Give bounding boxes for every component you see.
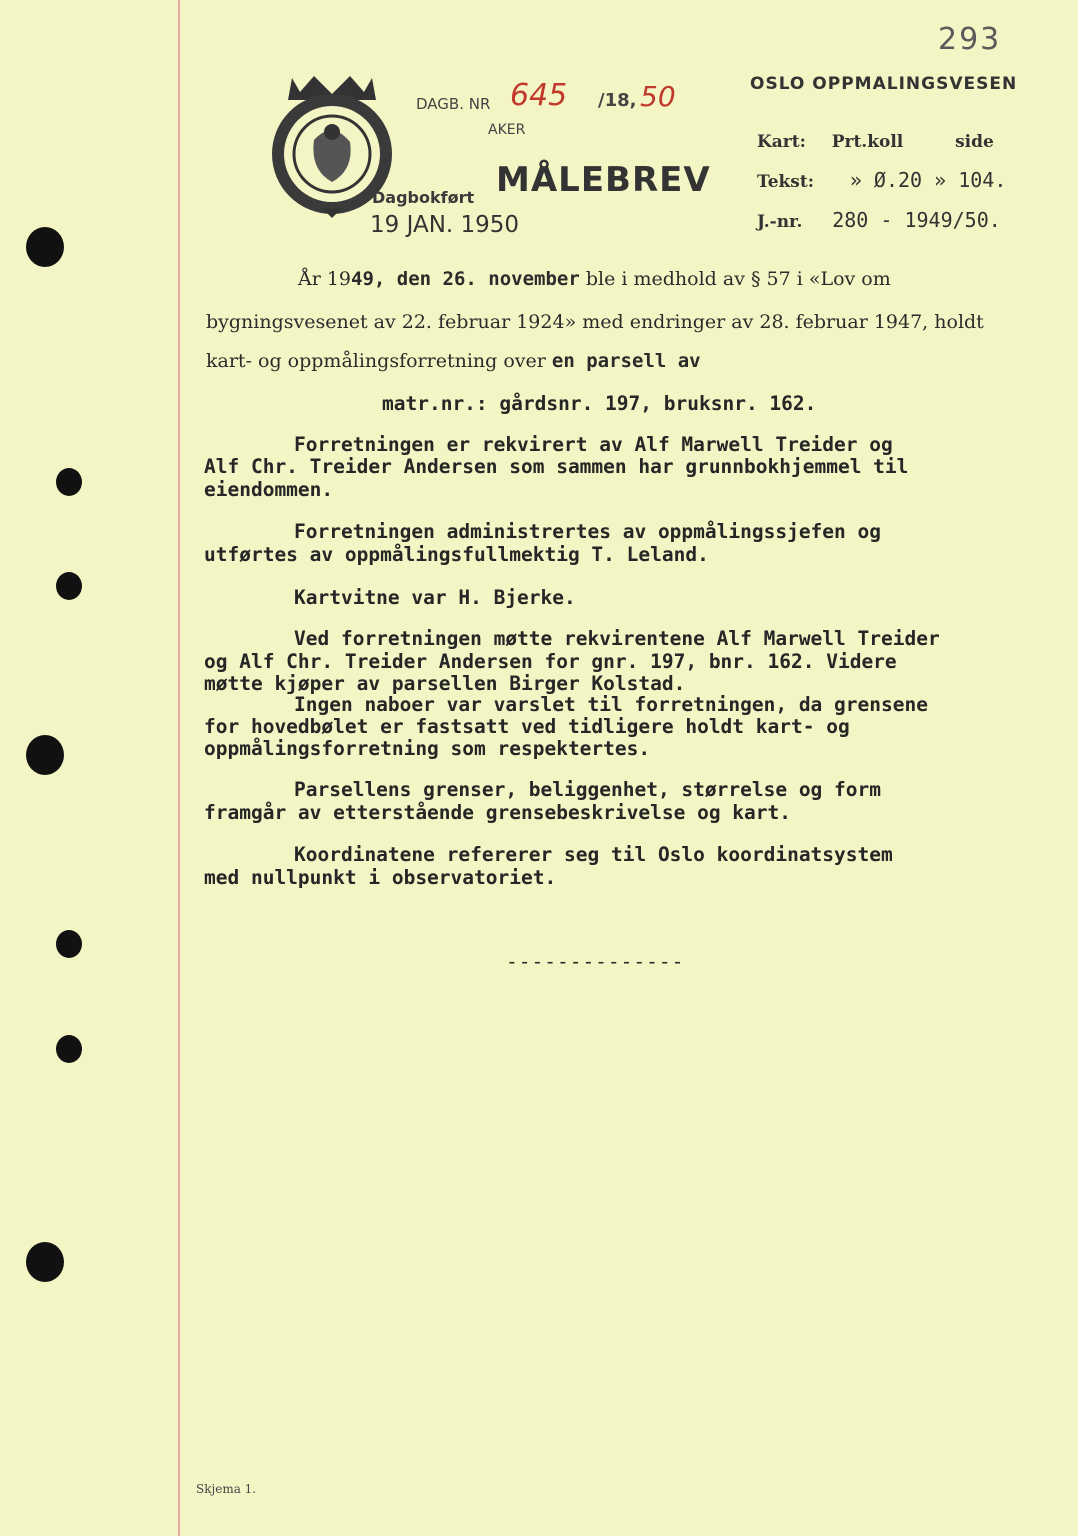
intro-line-3 [206, 350, 701, 372]
punch-hole [26, 735, 64, 775]
body-line: Koordinatene refererer seg til Oslo koordinatsystem [294, 843, 893, 866]
form-footer: Skjema 1. [196, 1482, 257, 1496]
body-line: Forretningen administrertes av oppmålingssjefen og [294, 520, 881, 543]
body-line: Ved forretningen møtte rekvirentene Alf Marwell Treider [294, 627, 940, 650]
body-line: Kartvitne var H. Bjerke. [294, 586, 576, 609]
body-line: med nullpunkt i observatoriet. [204, 866, 557, 889]
kart-label: Kart: [757, 132, 806, 152]
intro-line-2: bygningsvesenet av 22. februar 1924» med endringer av 28. februar 1947, holdt [206, 311, 984, 333]
body-line: møtte kjøper av parsellen Birger Kolstad. [204, 672, 686, 695]
page-number: 293 [938, 22, 1002, 57]
organization-name: OSLO OPPMALINGSVESEN [750, 74, 1018, 94]
tekst-label: Tekst: [757, 172, 814, 192]
intro-3-typed: en parsell av [551, 350, 701, 372]
intro-suffix: ble i medhold av § 57 i «Lov om [585, 268, 891, 290]
jnr-value: 280 - 1949/50. [832, 208, 1001, 232]
separator: -------------- [506, 950, 685, 973]
stamp-date: 19 JAN. 1950 [370, 212, 520, 238]
matr-line: matr.nr.: gårdsnr. 197, bruksnr. 162. [382, 392, 817, 415]
punch-hole [56, 468, 82, 496]
dagb-label: DAGB. NR [416, 95, 491, 113]
prtkoll-label: Prt.koll [831, 132, 904, 152]
intro-3-prefix: kart- og oppmålingsforretning over [206, 350, 546, 372]
body-line: Forretningen er rekvirert av Alf Marwell Treider og [294, 433, 893, 456]
tekst-row [757, 168, 1006, 192]
intro-year-prefix: År 19 [298, 268, 352, 290]
side-label: side [955, 132, 994, 152]
punch-hole [56, 572, 82, 600]
document-title: MÅLEBREV [496, 160, 711, 200]
punch-hole [26, 227, 64, 267]
intro-line-1 [298, 268, 891, 290]
body-line: Ingen naboer var varslet til forretningen, da grensene [294, 693, 928, 716]
tekst-value: » Ø.20 » 104. [849, 168, 1007, 192]
body-line: framgår av etterstående grensebeskrivelse og kart. [204, 801, 791, 824]
jnr-row [757, 208, 1001, 232]
margin-line [178, 0, 180, 1536]
intro-date: 49, den 26. november [351, 268, 580, 290]
body-line: Parsellens grenser, beliggenhet, størrelse og form [294, 778, 881, 801]
body-line: utførtes av oppmålingsfullmektig T. Leland. [204, 543, 709, 566]
stamp-label: Dagbokført [372, 188, 475, 207]
body-line: oppmålingsforretning som respektertes. [204, 737, 651, 760]
body-line: for hovedbølet er fastsatt ved tidligere holdt kart- og [204, 715, 850, 738]
body-line: eiendommen. [204, 478, 334, 501]
dagb-suffix: /18, [598, 90, 637, 111]
punch-hole [56, 1035, 82, 1063]
body-line: Alf Chr. Treider Andersen som sammen har grunnbokhjemmel til [204, 455, 909, 478]
punch-hole [26, 1242, 64, 1282]
kart-row [757, 132, 994, 152]
punch-hole [56, 930, 82, 958]
jnr-label: J.-nr. [757, 212, 803, 232]
dagb-year: 50 [640, 80, 676, 113]
dagb-number: 645 [510, 78, 568, 113]
aker-label: AKER [488, 122, 526, 138]
body-line: og Alf Chr. Treider Andersen for gnr. 197, bnr. 162. Videre [204, 650, 897, 673]
